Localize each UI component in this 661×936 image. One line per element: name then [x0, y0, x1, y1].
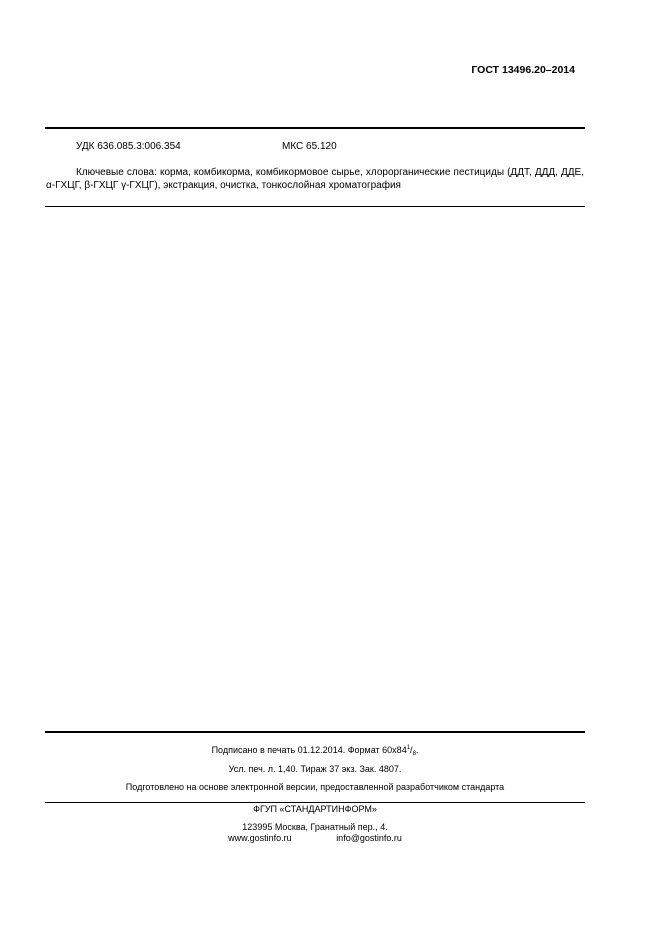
format-denominator: 8 — [412, 751, 416, 757]
publisher-name: ФГУП «СТАНДАРТИНФОРМ» — [253, 804, 377, 814]
classification-line — [76, 141, 337, 152]
keywords-paragraph: Ключевые слова: корма, комбикорма, комбикормовое сырье, хлорорганические пестициды (ДДТ, ДДД, ДДЕ, α-ГХЦГ, β-ГХЦГ γ-ГХЦГ), экстракция, очистка, тонкослойная хроматография — [46, 167, 584, 191]
standard-code: ГОСТ 13496.20–2014 — [471, 64, 575, 76]
signed-for-print-line — [45, 745, 585, 757]
prepared-note-line: Подготовлено на основе электронной версии, предоставленной разработчиком стандарта — [125, 782, 505, 792]
publisher-contacts — [45, 833, 585, 843]
email-link[interactable]: info@gostinfo.ru — [336, 833, 402, 843]
format-fraction — [407, 745, 416, 755]
udk-code: УДК 636.085.3:006.354 — [76, 141, 181, 152]
signed-text: Подписано в печать 01.12.2014. Формат 60х84 — [211, 745, 407, 755]
publisher-divider — [45, 802, 585, 803]
imprint-top-divider — [45, 731, 585, 733]
format-slash: / — [410, 745, 413, 755]
publisher-address: 123995 Москва, Гранатный пер., 4. — [242, 822, 388, 832]
print-sheets-line: Усл. печ. л. 1,40. Тираж 37 экз. Зак. 4807. — [228, 764, 402, 774]
format-suffix: . — [415, 745, 419, 755]
mks-code: МКС 65.120 — [282, 141, 337, 152]
keywords-divider — [45, 206, 585, 207]
top-divider — [45, 127, 585, 129]
format-numerator: 1 — [406, 745, 411, 751]
website-link[interactable]: www.gostinfo.ru — [228, 833, 292, 843]
